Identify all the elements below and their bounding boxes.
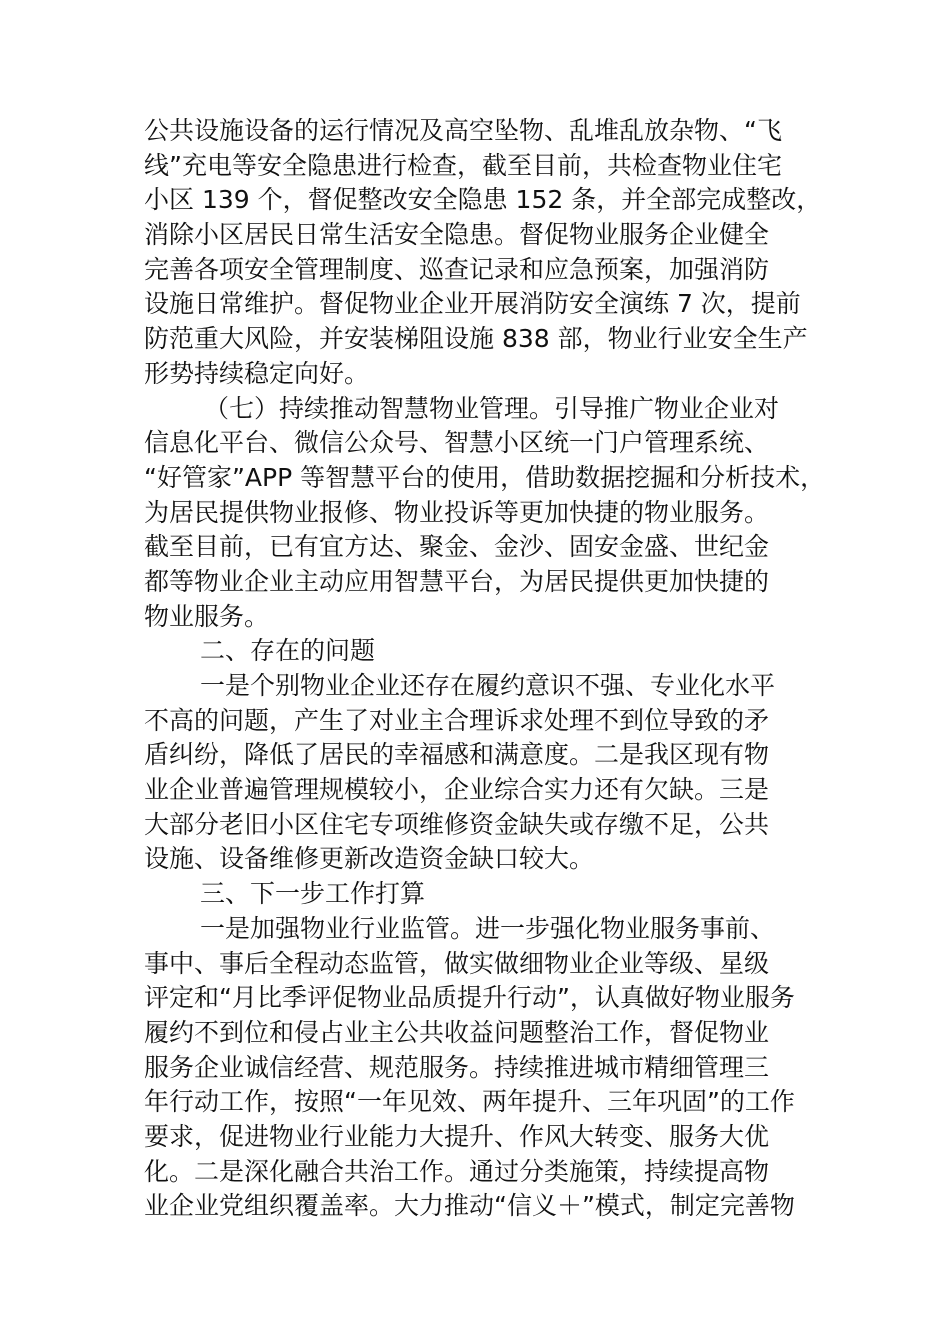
paragraph-start: 一是加强物业行业监管。进一步强化物业服务事前、 <box>200 913 776 943</box>
text-line: 小区 139 个，督促整改安全隐患 152 条，并全部完成整改， <box>144 185 822 215</box>
text-line: 完善各项安全管理制度、巡查记录和应急预案，加强消防 <box>144 254 770 284</box>
text-line: 信息化平台、微信公众号、智慧小区统一门户管理系统、 <box>144 428 770 458</box>
text-line: 大部分老旧小区住宅专项维修资金缺失或存缴不足，公共 <box>144 809 770 839</box>
text-line: 业企业普遍管理规模较小，企业综合实力还有欠缺。三是 <box>144 775 770 805</box>
text-line: 形势持续稳定向好。 <box>144 358 370 388</box>
paragraph-start: 一是个别物业企业还存在履约意识不强、专业化水平 <box>200 671 776 700</box>
text-line: 评定和“月比季评促物业品质提升行动”，认真做好物业服务 <box>144 983 795 1013</box>
text-line: 物业服务。 <box>144 601 270 631</box>
text-line: 公共设施设备的运行情况及高空坠物、乱堆乱放杂物、“飞 <box>144 116 782 145</box>
text-line: 服务企业诚信经营、规范服务。持续推进城市精细管理三 <box>144 1052 770 1082</box>
section-heading-problems: 二、存在的问题 <box>200 636 376 666</box>
text-line: 截至目前，已有宜方达、聚金、金沙、固安金盛、世纪金 <box>144 532 770 562</box>
text-line: 事中、事后全程动态监管，做实做细物业企业等级、星级 <box>144 948 770 978</box>
text-line: 设施、设备维修更新改造资金缺口较大。 <box>144 844 595 874</box>
text-line: 设施日常维护。督促物业企业开展消防安全演练 7 次，提前 <box>144 289 801 319</box>
text-line: 盾纠纷，降低了居民的幸福感和满意度。二是我区现有物 <box>144 740 770 770</box>
text-line: 履约不到位和侵占业主公共收益问题整治工作，督促物业 <box>144 1017 770 1047</box>
text-line: 防范重大风险，并安装梯阻设施 838 部，物业行业安全生产 <box>144 324 808 354</box>
text-line: 要求，促进物业行业能力大提升、作风大转变、服务大优 <box>144 1121 770 1151</box>
text-line: 都等物业企业主动应用智慧平台，为居民提供更加快捷的 <box>144 566 770 596</box>
text-line: 业企业党组织覆盖率。大力推动“信义＋”模式，制定完善物 <box>144 1191 795 1221</box>
section-heading-7: （七）持续推动智慧物业管理。引导推广物业企业对 <box>204 393 780 423</box>
section-heading-next-steps: 三、下一步工作打算 <box>200 879 426 909</box>
text-line: 年行动工作，按照“一年见效、两年提升、三年巩固”的工作 <box>144 1087 795 1117</box>
text-line: “好管家”APP 等智慧平台的使用，借助数据挖掘和分析技术， <box>144 462 826 492</box>
text-line: 消除小区居民日常生活安全隐患。督促物业服务企业健全 <box>144 220 770 250</box>
body-text <box>144 114 826 1224</box>
text-line: 化。二是深化融合共治工作。通过分类施策，持续提高物 <box>144 1156 770 1186</box>
text-line: 为居民提供物业报修、物业投诉等更加快捷的物业服务。 <box>144 497 770 527</box>
text-line: 线”充电等安全隐患进行检查，截至目前，共检查物业住宅 <box>144 150 782 180</box>
text-line: 不高的问题，产生了对业主合理诉求处理不到位导致的矛 <box>144 705 770 735</box>
